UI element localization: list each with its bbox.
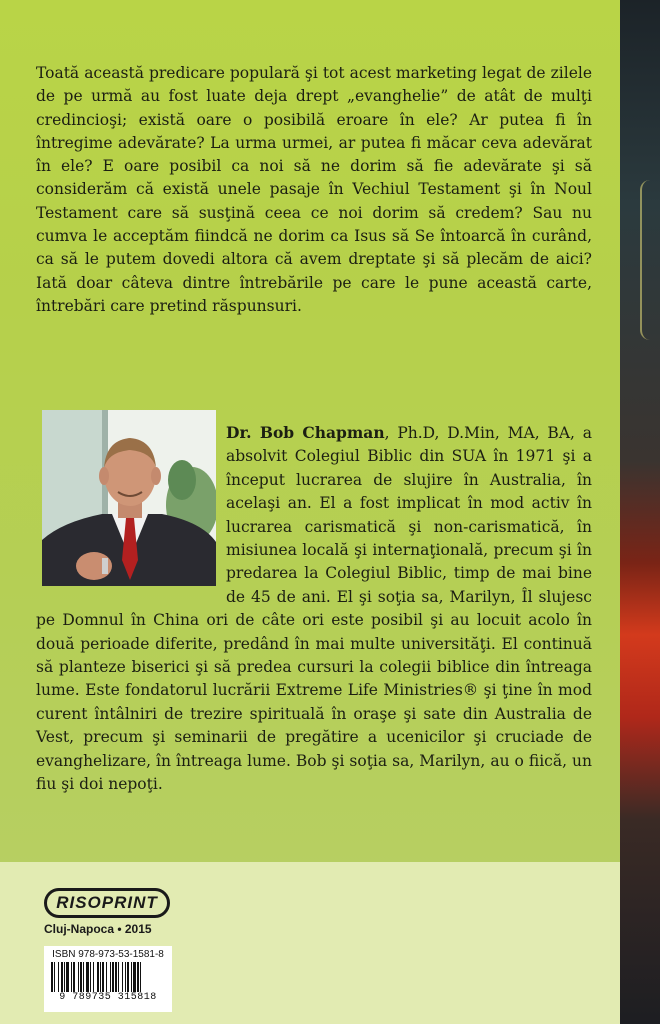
author-bio-text: , Ph.D, D.Min, MA, BA, a absolvit Colegiul Biblic din SUA în 1971 şi a început lucrarea de slujire în Australia, în acelaşi an. El a fost implicat în mod activ în lucrarea carismatică şi non-carismatică, în misiunea locală şi internaţională, precum şi în predarea la Colegiul Biblic, timp de mai bine de 45 de ani. El şi soţia sa, Marilyn, Îl slujesc pe Domnul în China ori de câte ori este posibil şi au locuit acolo în două perioade diferite, predând în mai multe universităţi. El continuă să planteze biserici şi să predea cursuri la colegii biblice din întreaga lume. Este fondatorul lucrării Extreme Life Ministries® şi ţine în mod curent întâlniri de trezire spirituală în oraşe şi sate din Australia de Vest, precum şi seminarii de pregătire a ucenicilor şi cruciade de evanghelizare, în întreaga lume. Bob şi soţia sa, Marilyn, au o fiică, un fiu şi doi nepoţi.	[36, 424, 592, 794]
publisher-place-year: Cluj-Napoca • 2015	[44, 922, 152, 936]
intro-paragraph: Toată această predicare populară şi tot acest marketing legat de zilele de pe urmă au fost luate deja drept „evanghelie” de atât de mulţi credincioşi; există oare o posibilă eroare în ele? Ar putea fi în întregime adevărate? La urma urmei, ar putea fi măcar ceva adevărat în ele? E oare posibil ca noi să ne dorim să fie adevărate şi să considerăm că există unele pasaje în Vechiul Testament şi în Noul Testament care să susţină ceea ce noi dorim să credem? Sau nu cumva le acceptăm fiindcă ne dorim ca Isus să Se întoarcă în curând, ca să le putem dovedi altora că avem dreptate şi să plecăm de aici? Iată doar câteva dintre întrebările pe care le pune această carte, întrebări care pretind răspunsuri.	[36, 64, 592, 315]
barcode-bars	[50, 962, 166, 992]
publisher-logo: RISOPRINT	[44, 888, 170, 918]
photo-spacer	[36, 421, 226, 586]
isbn-barcode	[44, 946, 172, 1012]
ean-digits: 9 789735 315818	[59, 992, 157, 1003]
spine-light-streak	[640, 180, 660, 340]
author-bio	[36, 421, 592, 797]
book-spine	[618, 0, 660, 1024]
author-name: Dr. Bob Chapman	[226, 423, 385, 442]
isbn-label: ISBN 978-973-53-1581-8	[52, 949, 164, 960]
